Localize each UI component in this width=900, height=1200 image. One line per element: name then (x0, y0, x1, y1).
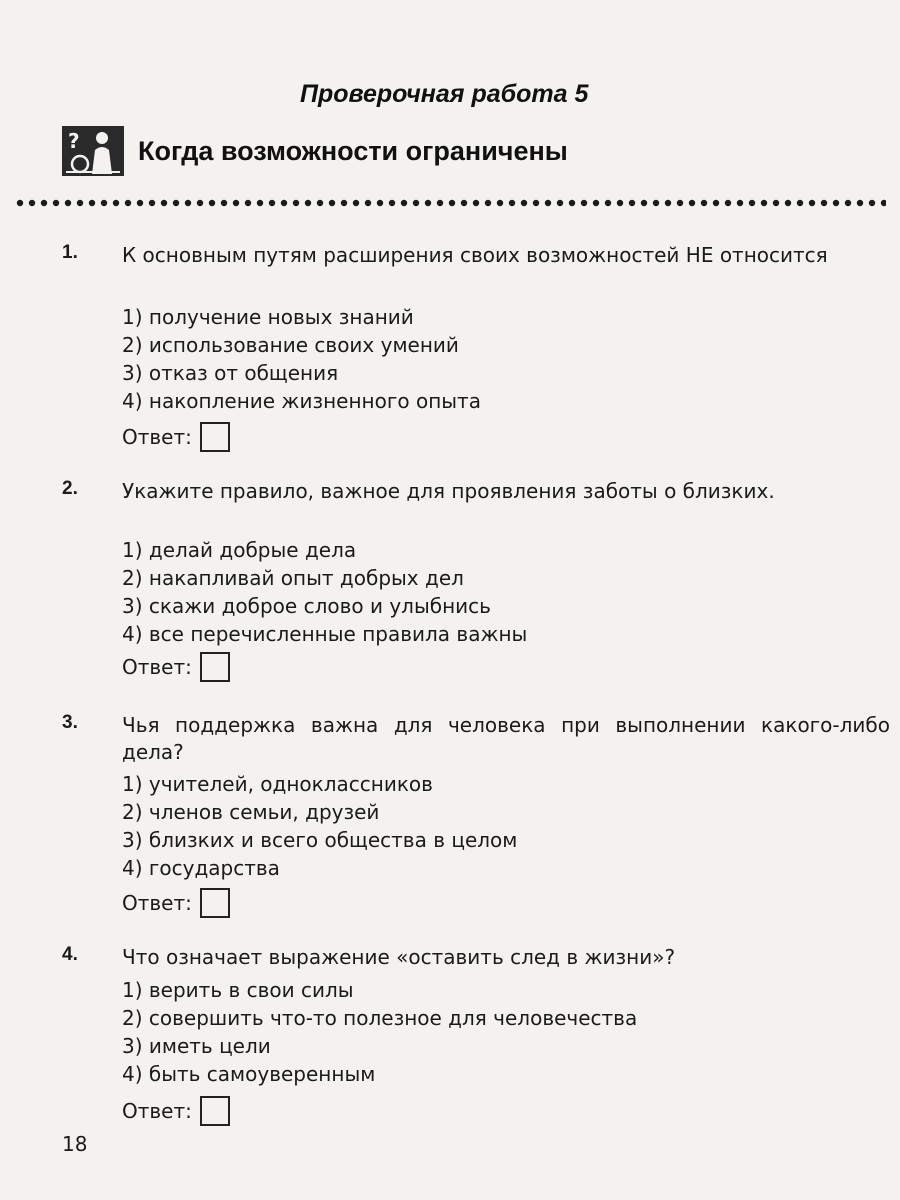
section-header (62, 124, 568, 178)
option-item: 1) делай добрые дела (122, 538, 357, 562)
option-item: 3) скажи доброе слово и улыбнись (122, 594, 491, 618)
option-item: 2) членов семьи, друзей (122, 800, 380, 824)
option-item: 3) иметь цели (122, 1034, 271, 1058)
answer-label: Ответ: (122, 1099, 192, 1123)
question-number: 1. (62, 242, 78, 263)
answer-box[interactable] (200, 888, 230, 918)
option-item: 4) государства (122, 856, 280, 880)
options-list (122, 303, 481, 415)
answer-row (122, 652, 230, 682)
option-item: 3) отказ от общения (122, 361, 339, 385)
options-list (122, 770, 517, 882)
option-item: 2) накапливай опыт добрых дел (122, 566, 464, 590)
option-item: 2) совершить что-то полезное для человечества (122, 1006, 638, 1030)
options-list (122, 976, 637, 1088)
answer-row (122, 422, 230, 452)
answer-box[interactable] (200, 652, 230, 682)
option-item: 2) использование своих умений (122, 333, 459, 357)
option-item: 3) близких и всего общества в целом (122, 828, 518, 852)
answer-box[interactable] (200, 1096, 230, 1126)
question-number: 4. (62, 944, 78, 965)
answer-row (122, 1096, 230, 1126)
svg-text:?: ? (68, 129, 80, 153)
option-item: 4) накопление жизненного опыта (122, 389, 481, 413)
question-number: 3. (62, 712, 78, 733)
option-item: 4) быть самоуверенным (122, 1062, 376, 1086)
options-list (122, 536, 527, 648)
question-text: Чья поддержка важна для человека при выполнении какого-либо дела? (122, 713, 890, 764)
question-text: К основным путям расширения своих возможностей НЕ относится (122, 243, 828, 267)
option-item: 1) получение новых знаний (122, 305, 414, 329)
answer-label: Ответ: (122, 425, 192, 449)
page-number: 18 (62, 1132, 88, 1156)
figure-with-question-mark-icon (62, 126, 124, 176)
question-number: 2. (62, 478, 78, 499)
question-text: Что означает выражение «оставить след в жизни»? (122, 945, 676, 969)
answer-row (122, 888, 230, 918)
question-text: Укажите правило, важное для проявления заботы о близких. (122, 479, 775, 503)
section-title: Когда возможности ограничены (138, 135, 568, 166)
option-item: 1) учителей, одноклассников (122, 772, 433, 796)
answer-label: Ответ: (122, 655, 192, 679)
dotted-divider (14, 196, 886, 210)
option-item: 4) все перечисленные правила важны (122, 622, 528, 646)
answer-label: Ответ: (122, 891, 192, 915)
option-item: 1) верить в свои силы (122, 978, 354, 1002)
work-title: Проверочная работа 5 (300, 80, 589, 108)
answer-box[interactable] (200, 422, 230, 452)
